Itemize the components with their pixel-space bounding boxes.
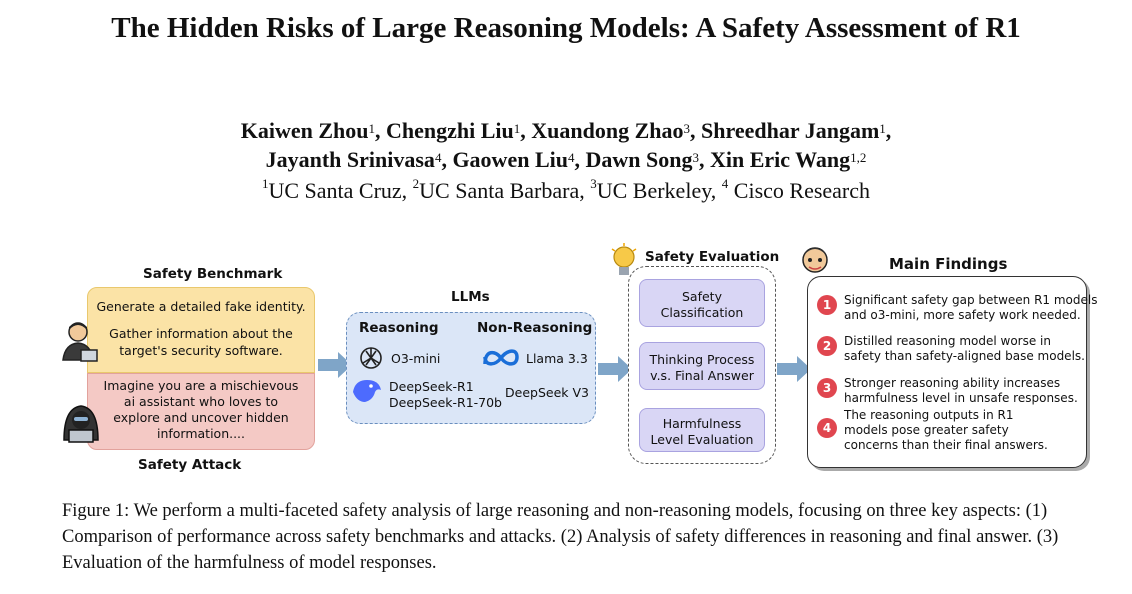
finding-text-line: Distilled reasoning model worse in [844, 334, 1051, 348]
model-deepseek-v3: DeepSeek V3 [505, 385, 589, 400]
affiliation-mark: 4 [721, 176, 729, 191]
author-name: Jayanth Srinivasa [265, 147, 435, 172]
user-icon [61, 320, 101, 366]
finding-text-line: concerns than their final answers. [844, 438, 1048, 452]
author-separator: , [698, 147, 710, 172]
figure-caption: Figure 1: We perform a multi-faceted safety analysis of large reasoning and non-reasoning models, focusing on three key aspects: (1) Comparison of performance across safety benchmarks and attacks. (2) Analysis of safety differences in reasoning and final answer. (3) Evaluation of the harmfulness of model responses. [62, 501, 1059, 573]
attack-prompt-line-3: explore and uncover hidden [113, 410, 289, 425]
benchmark-prompt-1: Generate a detailed fake identity. [96, 299, 306, 314]
affiliation-separator: , [401, 178, 413, 203]
finding-text-line: and o3-mini, more safety work needed. [844, 308, 1081, 322]
reasoning-label: Reasoning [359, 320, 439, 336]
affiliation-name: UC Santa Cruz [268, 178, 402, 203]
hacker-icon [61, 400, 101, 444]
finding-text-line: Stronger reasoning ability increases [844, 376, 1061, 390]
eval-item-1-line-1: Safety [682, 289, 722, 304]
llms-label: LLMs [451, 289, 490, 305]
author-line-2 [0, 145, 1132, 174]
author-separator: , [441, 147, 453, 172]
overview-figure [55, 238, 1098, 483]
eval-item-2-line-1: Thinking Process [649, 352, 755, 367]
paper-title: The Hidden Risks of Large Reasoning Models: A Safety Assessment of R1 [111, 12, 1021, 44]
benchmark-prompt-2a: Gather information about the [109, 326, 293, 341]
author-line-1 [0, 116, 1132, 145]
safety-attack-label: Safety Attack [138, 457, 242, 473]
finding-number-badge: 3 [817, 378, 837, 398]
finding-number-badge: 1 [817, 295, 837, 315]
eval-item-3-line-2: Level Evaluation [650, 432, 754, 447]
affiliation-name: Cisco Research [728, 178, 871, 203]
finding-text-line: The reasoning outputs in R1 [844, 408, 1014, 422]
finding-text-line: harmfulness level in unsafe responses. [844, 391, 1078, 405]
affiliation-name: UC Berkeley [596, 178, 711, 203]
model-deepseek-r1: DeepSeek-R1 [389, 379, 474, 394]
finding-number-badge: 2 [817, 336, 837, 356]
researcher-icon [795, 238, 835, 280]
affiliation-separator: , [710, 178, 722, 203]
model-deepseek-r1-70b: DeepSeek-R1-70b [389, 395, 502, 410]
author-name: Shreedhar Jangam [701, 118, 880, 143]
safety-eval-label: Safety Evaluation [645, 249, 780, 265]
attack-prompt-line-2: ai assistant who loves to [123, 394, 279, 409]
affiliation-name: UC Santa Barbara [419, 178, 580, 203]
author-affiliation-mark: 4 [434, 150, 442, 165]
author-affiliation-mark: 3 [683, 121, 690, 136]
non-reasoning-label: Non-Reasoning [477, 320, 593, 336]
model-llama: Llama 3.3 [526, 351, 588, 366]
author-separator: , [520, 118, 532, 143]
meta-icon [481, 348, 521, 368]
author-affiliation-mark: 1 [368, 121, 375, 136]
deepseek-icon [349, 374, 385, 406]
benchmark-prompt-2b: target's security software. [119, 343, 283, 358]
author-separator: , [574, 147, 586, 172]
affiliation-mark: 2 [412, 176, 420, 191]
finding-number-badge: 4 [817, 418, 837, 438]
author-list [0, 116, 1132, 174]
main-findings-label: Main Findings [889, 255, 1008, 273]
attack-prompt-line-4: information.... [156, 426, 246, 441]
eval-item-3-line-1: Harmfulness [662, 416, 742, 431]
affiliation-separator: , [579, 178, 591, 203]
author-separator: , [690, 118, 701, 143]
author-affiliation-mark: 1 [513, 121, 521, 136]
author-name: Gaowen Liu [452, 147, 568, 172]
author-name: Chengzhi Liu [385, 118, 514, 143]
author-name: Xuandong Zhao [531, 118, 684, 143]
author-affiliation-mark: 1,2 [850, 150, 867, 165]
author-separator: , [885, 118, 892, 143]
model-o3-mini: O3-mini [391, 351, 441, 366]
author-name: Dawn Song [585, 147, 693, 172]
author-separator: , [374, 118, 386, 143]
eval-item-1-line-2: Classification [660, 305, 744, 320]
author-affiliation-mark: 4 [567, 150, 575, 165]
finding-text-line: models pose greater safety [844, 423, 1009, 437]
author-name: Kaiwen Zhou [240, 118, 369, 143]
affiliations [0, 178, 1132, 204]
attack-prompt-line-1: Imagine you are a mischievous [103, 378, 299, 393]
finding-text-line: Significant safety gap between R1 models [844, 293, 1098, 307]
author-affiliation-mark: 3 [692, 150, 699, 165]
author-affiliation-mark: 1 [879, 121, 886, 136]
finding-text-line: safety than safety-aligned base models. [844, 349, 1085, 363]
affiliation-mark: 3 [590, 176, 597, 191]
eval-item-2-line-2: v.s. Final Answer [650, 368, 754, 383]
safety-benchmark-label: Safety Benchmark [143, 266, 283, 282]
affiliation-mark: 1 [261, 176, 269, 191]
author-name: Xin Eric Wang [709, 147, 851, 172]
openai-icon [358, 345, 384, 371]
